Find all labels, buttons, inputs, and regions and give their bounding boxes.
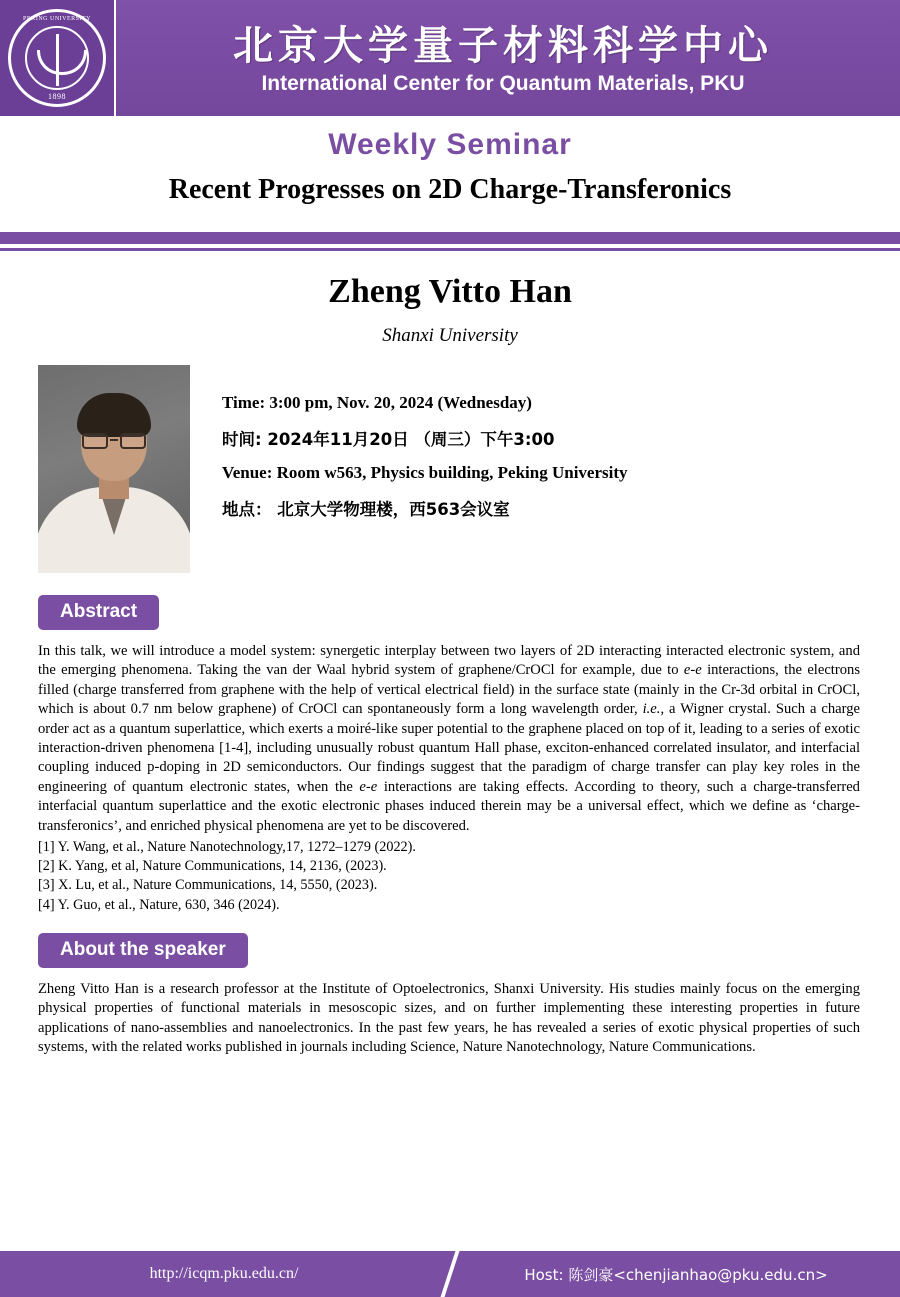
speaker-info-row [0,347,900,573]
section-tab-abstract: Abstract [38,595,159,630]
abstract-ie: i.e. [642,701,661,718]
header-titles [116,21,900,96]
footer-host-contact[interactable]: Host: 陈剑豪<chenjianhao@pku.edu.cn> [524,1265,828,1284]
section-tab-about-speaker: About the speaker [38,933,248,968]
abstract-part-3: , a Wigner crystal. Such a charge order act as a quantum superlattice, which exerts a moiré-like super potential to the graphene placed on top of it, leading to a series of exotic interaction-driven phenomena [1-4], including unusually robust quantum Hall phase, exciton-enhanced correlated insulator, and interfacial coupling induced p-doping in 2D semiconductors. Our findings suggest that the paradigm of charge transfer can play key roles in the engineering of quantum electronic states, when the [38,701,861,795]
abstract-ee-1: e-e [683,662,702,679]
speaker-name: Zheng Vitto Han [328,273,572,310]
seal-top-text: PEKING UNIVERSITY [23,16,91,22]
header-banner [0,0,900,116]
speaker-affiliation: Shanxi University [382,325,518,346]
footer-website-link[interactable]: http://icqm.pku.edu.cn/ [149,1265,299,1282]
university-logo [0,0,116,116]
abstract-part-2: interactions, the electrons filled (charge transferred from graphene with the help of vertical electrical field) in the surface state (mainly in the Cr-3d orbital in CrOCl, which is about 0.7 nm below graphene) of CrOCl can spontaneously form a long wavelength order, [38,662,860,718]
reference-item: [4] Y. Guo, et al., Nature, 630, 346 (2024). [38,896,280,913]
talk-title: Recent Progresses on 2D Charge-Transferonics [168,174,732,205]
detail-venue-en: Venue: Room w563, Physics building, Peking University [222,463,628,482]
speaker-bio-text: Zheng Vitto Han is a research professor at the Institute of Optoelectronics, Shanxi University. His studies mainly focus on the emerging physical properties of functional materials in mesoscopic sizes, and on further implementing these interesting properties in future applications of nano-assemblies and nanoelectronics. In the past few years, he has revealed a series of exotic physical properties of such systems, with the related works published in journals including Science, Nature Nanotechnology, Nature Communications. [38,980,860,1055]
event-details [190,365,864,533]
seal-glyph-icon [25,26,89,90]
speaker-block [0,251,900,347]
abstract-part-1: In this talk, we will introduce a model system: synergetic interplay between two layers of 2D interacting interacted electronic system, and the emerging phenomena. Taking the van der Waal hybrid system of graphene/CrOCl for example, due to [38,643,860,679]
center-title-en: International Center for Quantum Materials, PKU [261,71,745,95]
seal-icon [8,9,106,107]
detail-time-en: Time: 3:00 pm, Nov. 20, 2024 (Wednesday) [222,393,532,412]
abstract-text [0,630,900,836]
abstract-part-4: interactions are taking effects. According to theory, such a charge-transferred interfacial quantum superlattice and the exotic electronic phases induced therein may be a universal effect, which we define as ‘charge-transferonics’, and enriched physical phenomena are yet to be discovered. [38,778,860,834]
footer-bar [0,1251,900,1297]
glasses-icon [80,433,148,449]
seminar-kicker: Weekly Seminar [328,128,572,161]
detail-venue-cn: 地点： 北京大学物理楼，西563会议室 [222,500,510,519]
center-title-cn: 北京大学量子材料科学中心 [233,22,773,69]
detail-time-cn: 时间: 2024年11月20日 （周三）下午3:00 [222,430,555,449]
seminar-title-block [0,116,900,214]
seal-year: 1898 [48,92,66,101]
divider-thick [0,232,900,244]
reference-list [0,836,900,915]
speaker-photo [38,365,190,573]
reference-item: [1] Y. Wang, et al., Nature Nanotechnology,17, 1272–1279 (2022). [38,839,416,856]
abstract-ee-2: e-e [359,778,378,795]
reference-item: [3] X. Lu, et al., Nature Communications, 14, 5550, (2023). [38,877,378,894]
reference-item: [2] K. Yang, et al, Nature Communications, 14, 2136, (2023). [38,858,387,875]
